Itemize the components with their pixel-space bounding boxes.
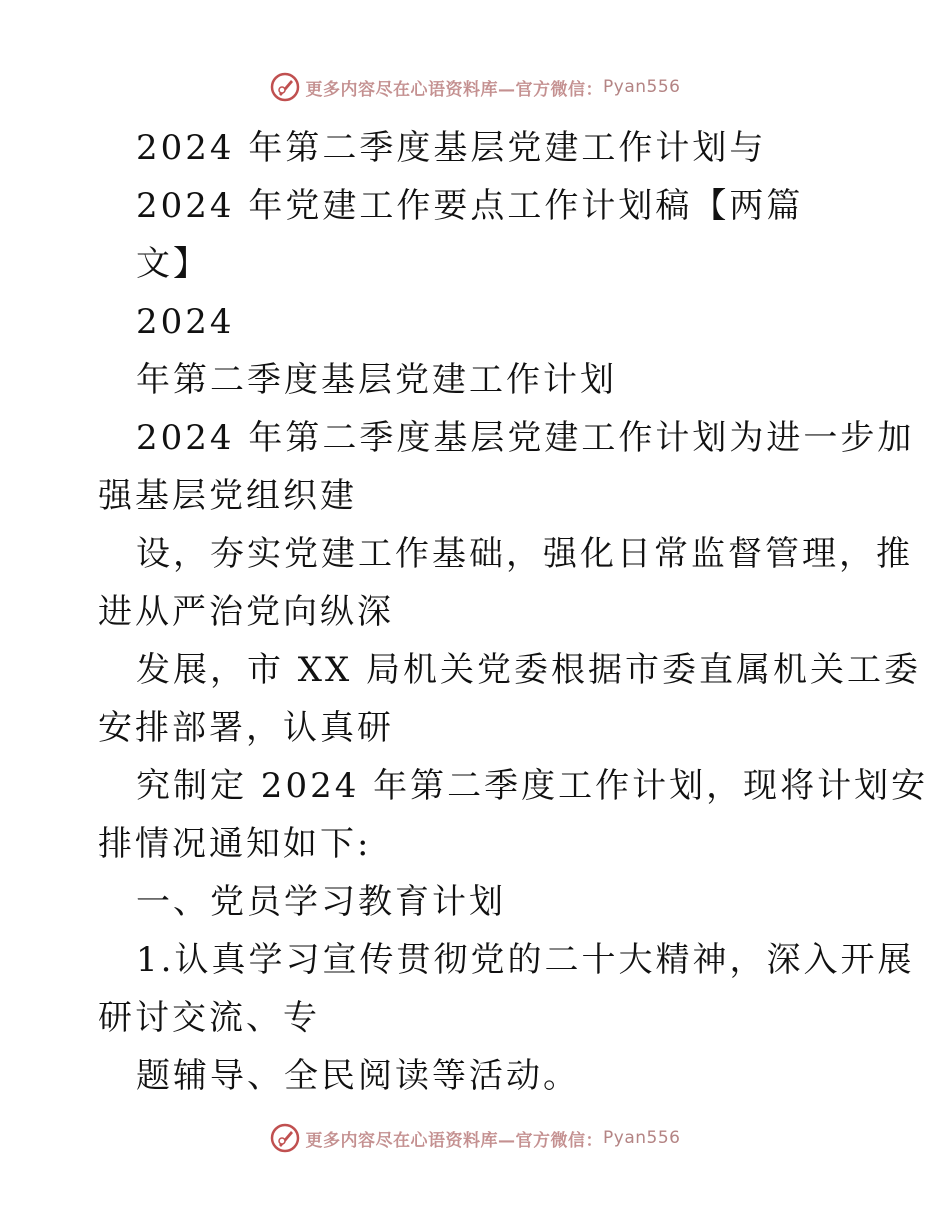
watermark-wechat-id: Pyan556 [603, 1128, 681, 1148]
doc-title-line-2: 2024 年党建工作要点工作计划稿【两篇 [136, 186, 804, 226]
paragraph-line: 究制定 2024 年第二季度工作计划，现将计划安 [136, 766, 929, 806]
watermark-text: 更多内容尽在心语资料库—官方微信： [305, 1130, 604, 1151]
watermark-wechat-id: Pyan556 [603, 77, 681, 97]
paragraph-line: 强基层党组织建 [98, 476, 357, 516]
doc-title-line-3: 文】 [136, 244, 210, 284]
watermark-footer [0, 1123, 950, 1153]
paragraph-line: 研讨交流、专 [98, 998, 320, 1038]
doc-title-line-1: 2024 年第二季度基层党建工作计划与 [136, 128, 767, 168]
paragraph-line: 发展，市 XX 局机关党委根据市委直属机关工委 [136, 650, 922, 690]
paragraph-line: 题辅导、全民阅读等活动。 [136, 1056, 580, 1096]
paragraph-line: 进从严治党向纵深 [98, 592, 394, 632]
paragraph-line: 安排部署，认真研 [98, 708, 394, 748]
paragraph-line: 排情况通知如下: [98, 824, 372, 864]
doc-subtitle-year: 2024 [136, 302, 235, 342]
section-heading: 一、党员学习教育计划 [136, 882, 506, 922]
watermark-text: 更多内容尽在心语资料库—官方微信： [305, 79, 604, 100]
quill-logo-icon [270, 1123, 300, 1153]
paragraph-line: 2024 年第二季度基层党建工作计划为进一步加 [136, 418, 915, 458]
doc-subtitle: 年第二季度基层党建工作计划 [136, 360, 617, 400]
paragraph-line: 设，夯实党建工作基础，强化日常监督管理，推 [136, 534, 913, 574]
paragraph-line: 1.认真学习宣传贯彻党的二十大精神，深入开展 [136, 940, 915, 980]
